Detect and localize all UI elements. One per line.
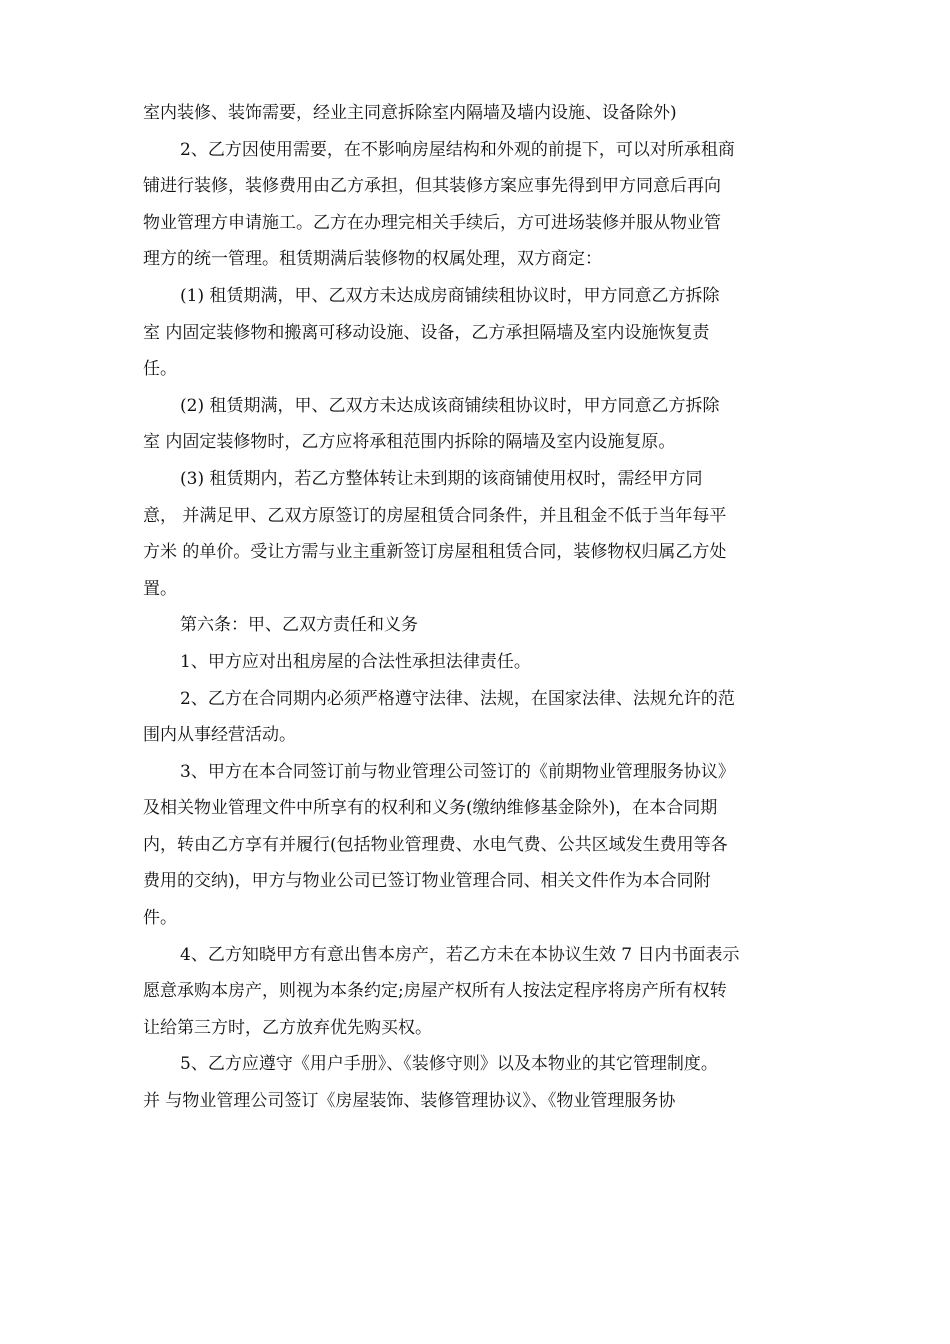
document-body	[143, 95, 813, 1120]
text-line: 1、甲方应对出租房屋的合法性承担法律责任。	[180, 651, 531, 672]
text-line: 5、乙方应遵守《用户手册》、《装修守则》以及本物业的其它管理制度。	[180, 1054, 718, 1075]
text-line: 任。	[143, 359, 177, 380]
paragraph-duty-4	[143, 937, 813, 1047]
text-line: 室 内固定装修物时，乙方应将承租范围内拆除的隔墙及室内设施复原。	[143, 432, 676, 453]
text-line: (1) 租赁期满，甲、乙双方未达成房商铺续租协议时，甲方同意乙方拆除	[180, 285, 720, 306]
text-line: 意， 并满足甲、乙双方原签订的房屋租赁合同条件，并且租金不低于当年每平	[143, 505, 727, 526]
text-line: 围内从事经营活动。	[143, 725, 296, 746]
paragraph-continuation	[143, 95, 813, 132]
text-line: 费用的交纳)，甲方与物业公司已签订物业管理合同、相关文件作为本合同附	[143, 871, 711, 892]
text-line: 内，转由乙方享有并履行(包括物业管理费、水电气费、公共区域发生费用等各	[143, 834, 728, 855]
text-line: 第六条：甲、乙双方责任和义务	[180, 615, 418, 636]
paragraph-duty-1	[143, 644, 813, 681]
paragraph-item-2	[143, 388, 813, 461]
paragraph-duty-5	[143, 1046, 813, 1119]
text-line: (3) 租赁期内，若乙方整体转让未到期的该商铺使用权时，需经甲方同	[180, 468, 703, 489]
text-line: 室 内固定装修物和搬离可移动设施、设备，乙方承担隔墙及室内设施恢复责	[143, 322, 710, 343]
text-line: 室内装修、装饰需要，经业主同意拆除室内隔墙及墙内设施、设备除外)	[143, 103, 677, 123]
paragraph-item-3	[143, 461, 813, 607]
text-line: 物业管理方申请施工。乙方在办理完相关手续后，方可进场装修并服从物业管	[143, 212, 721, 233]
paragraph-duty-3	[143, 754, 813, 937]
text-line: 件。	[143, 908, 177, 929]
text-line: 2、乙方因使用需要，在不影响房屋结构和外观的前提下，可以对所承租商	[180, 139, 735, 160]
text-line: 4、乙方知晓甲方有意出售本房产，若乙方未在本协议生效 7 日内书面表示	[180, 944, 740, 965]
text-line: 3、甲方在本合同签订前与物业管理公司签订的《前期物业管理服务协议》	[180, 761, 735, 782]
text-line: 及相关物业管理文件中所享有的权利和义务(缴纳维修基金除外)，在本合同期	[143, 798, 718, 819]
text-line: (2) 租赁期满，甲、乙双方未达成该商铺续租协议时，甲方同意乙方拆除	[180, 395, 720, 416]
text-line: 2、乙方在合同期内必须严格遵守法律、法规，在国家法律、法规允许的范	[180, 688, 735, 709]
text-line: 理方的统一管理。租赁期满后装修物的权属处理，双方商定：	[143, 249, 602, 270]
text-line: 方米 的单价。受让方需与业主重新签订房屋租租赁合同，装修物权归属乙方处	[143, 542, 727, 563]
text-line: 让给第三方时，乙方放弃优先购买权。	[143, 1017, 432, 1038]
section-heading-article-6	[143, 607, 813, 644]
text-line: 并 与物业管理公司签订《房屋装饰、装修管理协议》、《物业管理服务协	[143, 1091, 676, 1112]
paragraph-duty-2	[143, 681, 813, 754]
paragraph-item-1	[143, 278, 813, 388]
text-line: 铺进行装修，装修费用由乙方承担，但其装修方案应事先得到甲方同意后再向	[143, 176, 721, 197]
paragraph-clause-2	[143, 132, 813, 278]
text-line: 置。	[143, 578, 177, 599]
text-line: 愿意承购本房产，则视为本条约定;房屋产权所有人按法定程序将房产所有权转	[143, 981, 727, 1002]
